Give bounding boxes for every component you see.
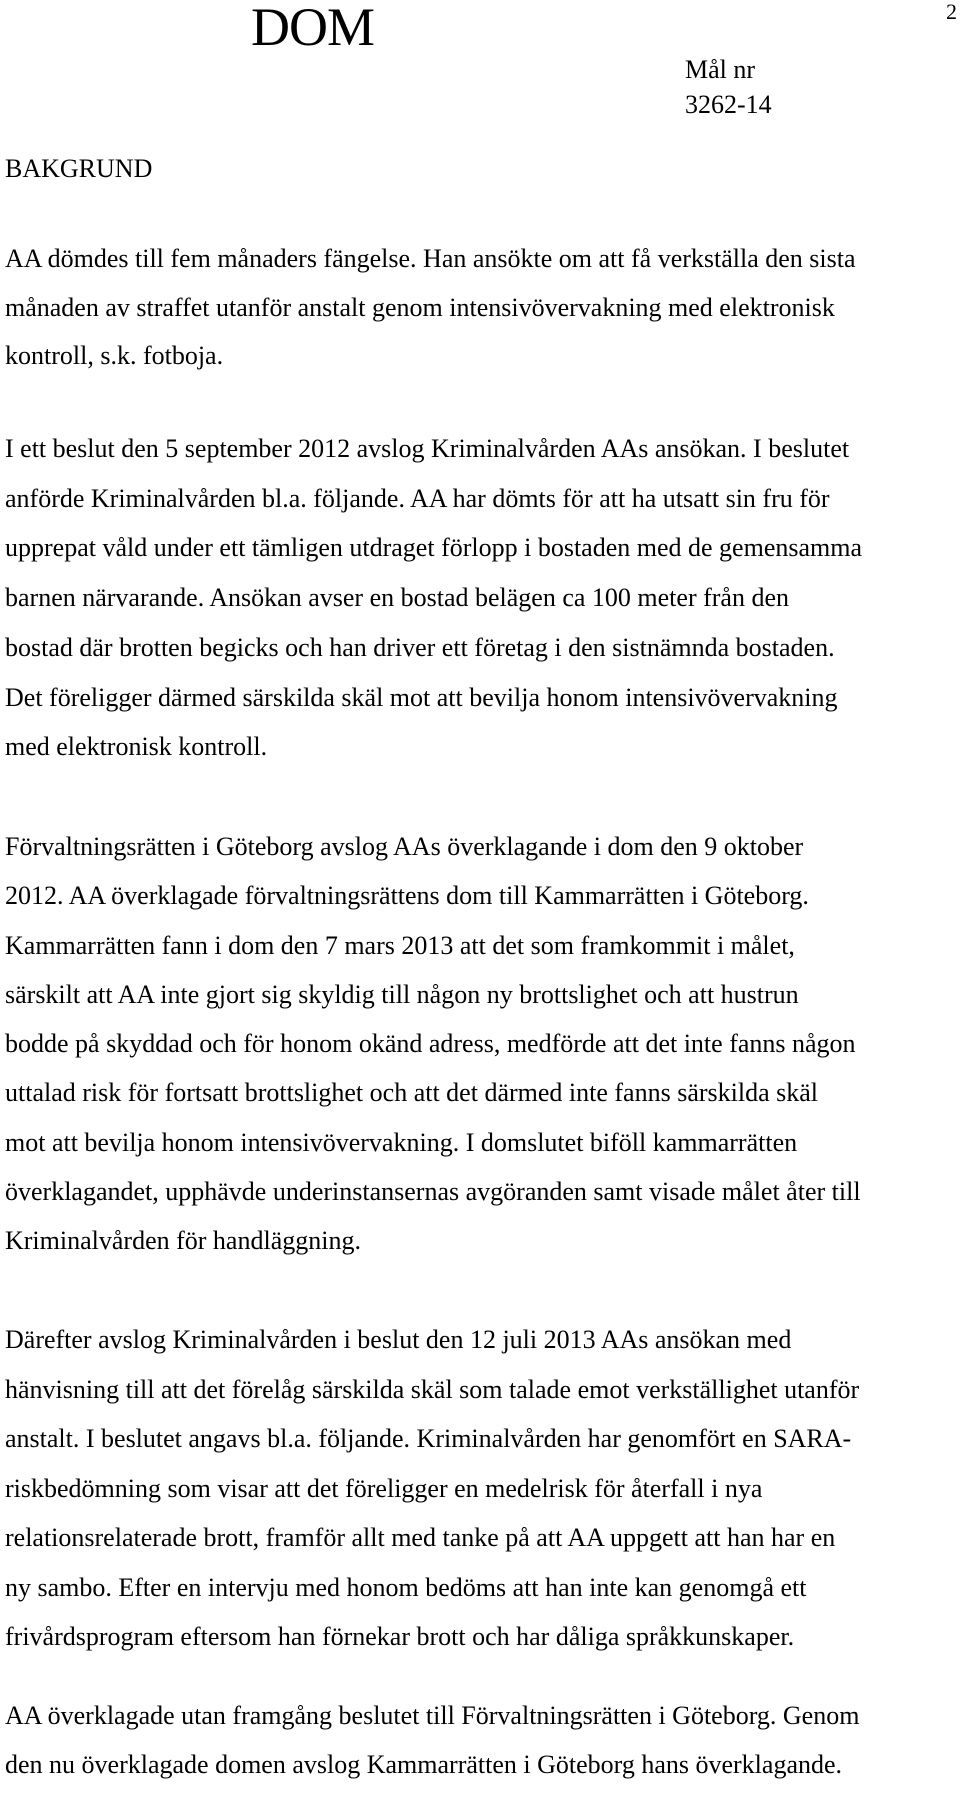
text-line: upprepat våld under ett tämligen utdraget förlopp i bostaden med de gemensamma [5,533,863,563]
text-line: den nu överklagade domen avslog Kammarrätten i Göteborg hans överklagande. [5,1749,843,1779]
text-line: Kriminalvården för handläggning. [5,1226,361,1256]
text-line: hänvisning till att det förelåg särskilda skäl som talade emot verkställighet utanför [5,1374,860,1404]
text-line: Förvaltningsrätten i Göteborg avslog AAs överklagande i dom den 9 oktober [5,832,804,861]
text-line: frivårdsprogram eftersom han förnekar brott och har dåliga språkkunskaper. [5,1622,795,1651]
text-line: uttalad risk för fortsatt brottslighet och att det därmed inte fanns särskilda skäl [5,1078,819,1108]
text-line: bodde på skyddad och för honom okänd adress, medförde att det inte fanns någon [5,1029,856,1059]
paragraph-1 [5,235,955,381]
text-line: AA överklagade utan framgång beslutet till Förvaltningsrätten i Göteborg. Genom [5,1701,860,1730]
text-line: mot att bevilja honom intensivövervakning. I domslutet biföll kammarrätten [5,1127,798,1157]
text-line: bostad där brotten begicks och han driver ett företag i den sistnämnda bostaden. [5,632,835,662]
text-line: AA dömdes till fem månaders fängelse. Han ansökte om att få verkställa den sista [5,244,856,273]
text-line: I ett beslut den 5 september 2012 avslog Kriminalvården AAs ansökan. I beslutet [5,434,850,463]
page-number: 2 [946,0,957,24]
document-type-title: DOM [251,0,375,57]
paragraph-2 [5,424,955,772]
text-line: anstalt. I beslutet angavs bl.a. följande. Kriminalvården har genomfört en SARA- [5,1424,852,1453]
text-line: ny sambo. Efter en intervju med honom bedöms att han inte kan genomgå ett [5,1572,807,1602]
text-line: Därefter avslog Kriminalvården i beslut den 12 juli 2013 AAs ansökan med [5,1325,792,1354]
text-line: Det föreligger därmed särskilda skäl mot att bevilja honom intensivövervakning [5,682,838,712]
text-line: 2012. AA överklagade förvaltningsrättens dom till Kammarrätten i Göteborg. [5,881,809,911]
text-line: kontroll, s.k. fotboja. [5,341,224,370]
paragraph-5 [5,1692,955,1789]
text-line: anförde Kriminalvården bl.a. följande. AA har dömts för att ha utsatt sin fru för [5,483,830,513]
section-heading: BAKGRUND [5,154,153,183]
case-number: 3262-14 [685,90,772,119]
paragraph-3 [5,822,955,1266]
paragraph-4 [5,1315,955,1662]
text-line: särskilt att AA inte gjort sig skyldig till någon ny brottslighet och att hustrun [5,979,799,1009]
text-line: överklagandet, upphävde underinstansernas avgöranden samt visade målet åter till [5,1177,861,1207]
text-line: riskbedömning som visar att det föreligger en medelrisk för återfall i nya [5,1473,763,1503]
text-line: med elektronisk kontroll. [5,732,268,762]
text-line: barnen närvarande. Ansökan avser en bostad belägen ca 100 meter från den [5,583,789,613]
case-number-label: Mål nr [685,55,756,84]
text-line: Kammarrätten fann i dom den 7 mars 2013 att det som framkommit i målet, [5,930,795,960]
text-line: relationsrelaterade brott, framför allt med tanke på att AA uppgett att han har en [5,1523,836,1552]
text-line: månaden av straffet utanför anstalt genom intensivövervakning med elektronisk [5,292,835,322]
